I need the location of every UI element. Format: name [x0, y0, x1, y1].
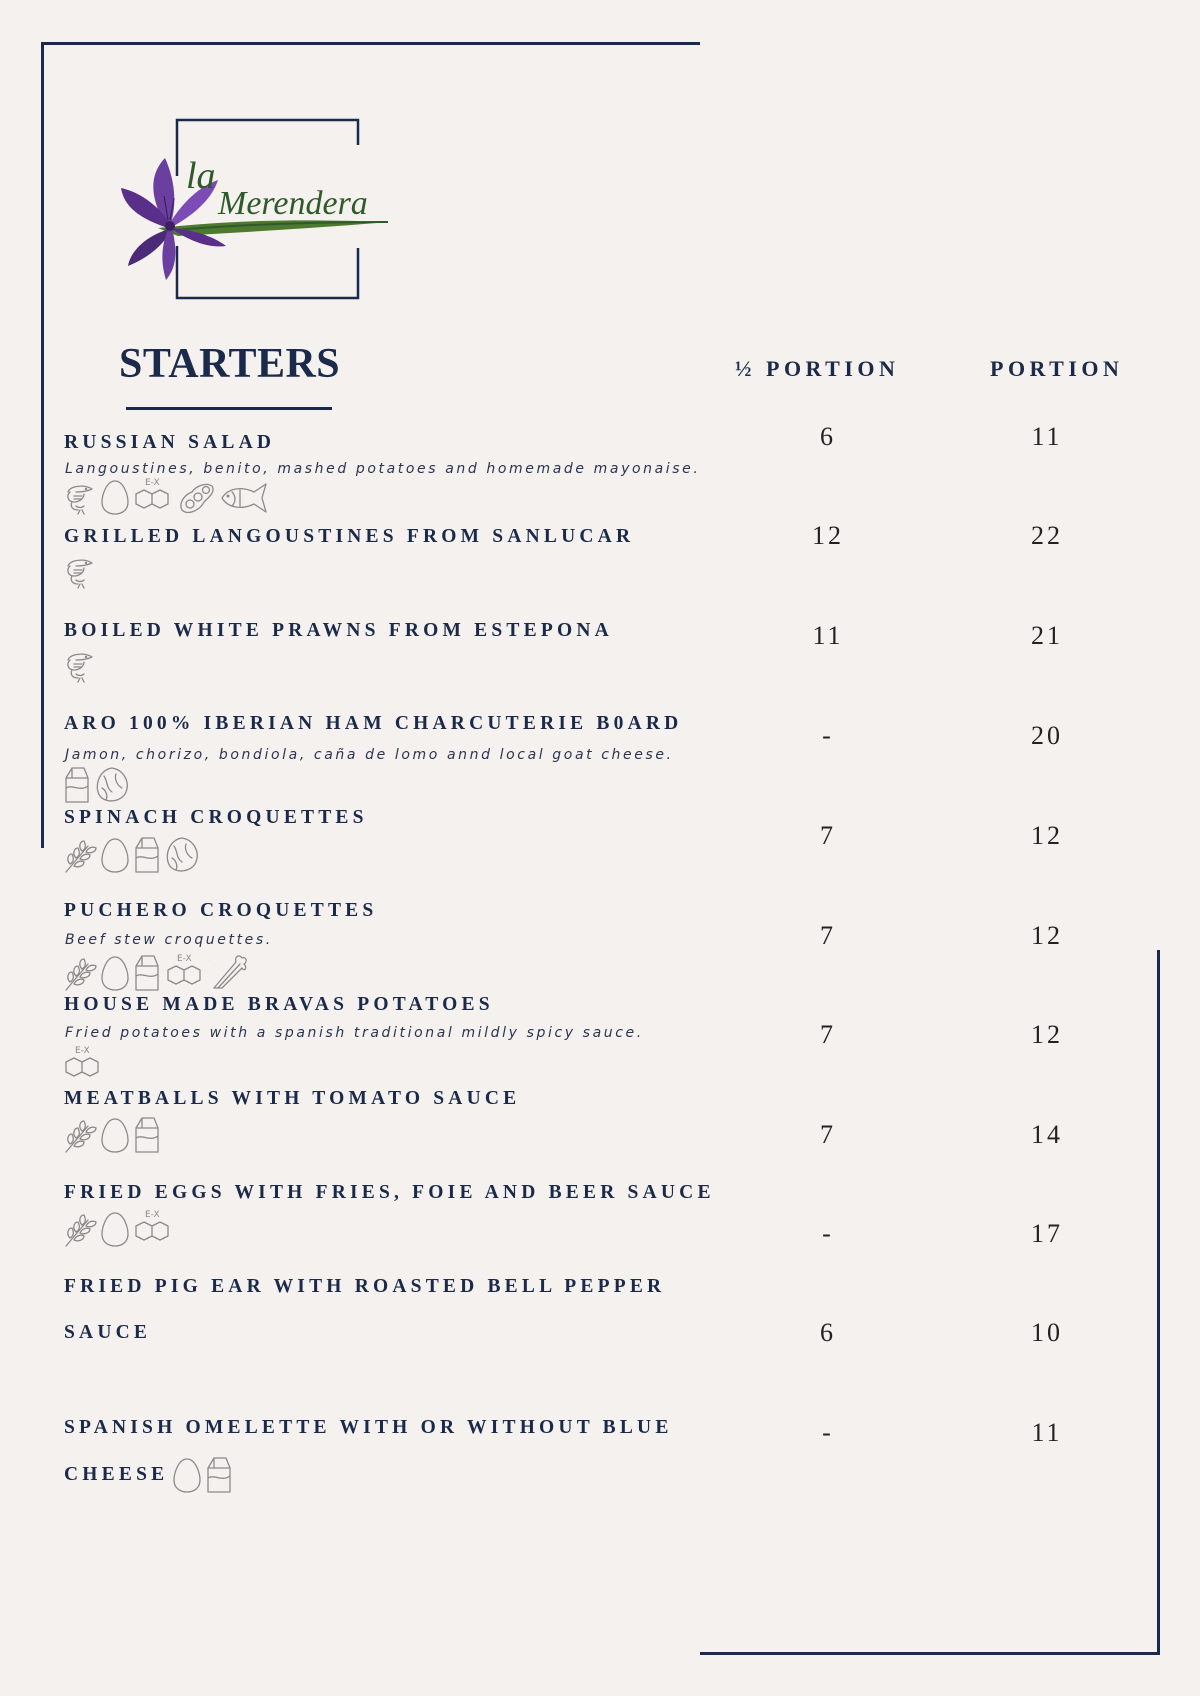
- price-portion: 21: [1031, 621, 1063, 650]
- dish-name: MEATBALLS WITH TOMATO SAUCE: [64, 1088, 521, 1109]
- dish-name: RUSSIAN SALAD: [64, 432, 276, 453]
- svg-text:E-X: E-X: [177, 954, 192, 964]
- milk-icon: [132, 1114, 162, 1154]
- allergen-icons: [172, 1454, 234, 1494]
- allergen-icons: [62, 1114, 162, 1154]
- soy-icon: [178, 480, 216, 516]
- price-half-portion: 6: [820, 422, 836, 451]
- svg-text:E-X: E-X: [75, 1046, 90, 1056]
- egg-icon: [100, 954, 130, 992]
- price-portion: 11: [1031, 1418, 1063, 1447]
- dish-name: HOUSE MADE BRAVAS POTATOES: [64, 994, 494, 1015]
- milk-icon: [204, 1454, 234, 1494]
- dish-name-continued: SAUCE: [64, 1322, 152, 1343]
- brand-name-line2: Merendera: [218, 185, 368, 222]
- brand-name-line1: la: [186, 155, 216, 197]
- price-half-portion: 7: [820, 1120, 836, 1149]
- price-portion: 20: [1031, 721, 1063, 750]
- price-half-portion: 7: [820, 821, 836, 850]
- price-portion: 12: [1031, 921, 1063, 950]
- shrimp-icon: [62, 648, 98, 684]
- price-portion: 22: [1031, 521, 1063, 550]
- allergen-icons: [62, 952, 250, 992]
- column-header-portion: PORTION: [990, 356, 1124, 381]
- dish-name: SPANISH OMELETTE WITH OR WITHOUT BLUE: [64, 1417, 673, 1438]
- dish-name-continued: CHEESE: [64, 1464, 169, 1485]
- dish-description: Beef stew croquettes.: [65, 932, 273, 948]
- nuts-icon: [94, 766, 130, 804]
- milk-icon: [132, 952, 162, 992]
- egg-icon: [172, 1456, 202, 1494]
- dish-name: SPINACH CROQUETTES: [64, 807, 368, 828]
- egg-icon: [100, 1210, 130, 1248]
- brand-logo: [118, 118, 398, 303]
- allergen-icons: [62, 644, 98, 684]
- gluten-icon: [62, 1210, 98, 1248]
- frame-bottom-line: [700, 1652, 1160, 1655]
- price-half-portion: 7: [820, 1020, 836, 1049]
- allergen-icons: [62, 834, 200, 874]
- price-half-portion: 11: [812, 621, 844, 650]
- gluten-icon: [62, 1116, 98, 1154]
- svg-text:E-X: E-X: [145, 478, 160, 488]
- sulphites-icon: [164, 952, 208, 992]
- price-portion: 17: [1031, 1219, 1063, 1248]
- milk-icon: [132, 834, 162, 874]
- fish-icon: [218, 480, 270, 516]
- egg-icon: [100, 836, 130, 874]
- gluten-icon: [62, 954, 98, 992]
- price-half-portion: -: [822, 1219, 834, 1248]
- dish-name: FRIED PIG EAR WITH ROASTED BELL PEPPER: [64, 1276, 666, 1297]
- sulphites-icon: [62, 1044, 106, 1084]
- dish-name: ARO 100% IBERIAN HAM CHARCUTERIE B0ARD: [64, 713, 683, 734]
- price-portion: 14: [1031, 1120, 1063, 1149]
- price-half-portion: 7: [820, 921, 836, 950]
- dish-name: GRILLED LANGOUSTINES FROM SANLUCAR: [64, 526, 635, 547]
- svg-text:E-X: E-X: [145, 1210, 160, 1220]
- price-half-portion: -: [822, 1418, 834, 1447]
- allergen-icons: [62, 550, 98, 590]
- celery-icon: [210, 952, 250, 992]
- frame-right-line: [1157, 950, 1160, 1655]
- dish-name: BOILED WHITE PRAWNS FROM ESTEPONA: [64, 620, 613, 641]
- dish-description: Jamon, chorizo, bondiola, caña de lomo annd local goat cheese.: [65, 747, 674, 763]
- shrimp-icon: [62, 554, 98, 590]
- price-half-portion: 12: [812, 521, 844, 550]
- allergen-icons: [62, 1208, 176, 1248]
- section-title: STARTERS: [119, 341, 341, 387]
- dish-name: FRIED EGGS WITH FRIES, FOIE AND BEER SAUCE: [64, 1182, 715, 1203]
- sulphites-icon: [132, 476, 176, 516]
- frame-left-line: [41, 42, 44, 848]
- allergen-icons: [62, 764, 130, 804]
- shrimp-icon: [62, 480, 98, 516]
- section-title-underline: [126, 407, 332, 410]
- milk-icon: [62, 764, 92, 804]
- sulphites-icon: [132, 1208, 176, 1248]
- nuts-icon: [164, 836, 200, 874]
- allergen-icons: [62, 1044, 106, 1084]
- price-portion: 12: [1031, 821, 1063, 850]
- allergen-icons: [62, 476, 270, 516]
- dish-name: PUCHERO CROQUETTES: [64, 900, 378, 921]
- column-header-half-portion: ½ PORTION: [735, 356, 900, 381]
- frame-top-line: [42, 42, 700, 45]
- price-half-portion: 6: [820, 1318, 836, 1347]
- price-half-portion: -: [822, 721, 834, 750]
- egg-icon: [100, 478, 130, 516]
- price-portion: 10: [1031, 1318, 1063, 1347]
- price-portion: 11: [1031, 422, 1063, 451]
- price-portion: 12: [1031, 1020, 1063, 1049]
- gluten-icon: [62, 836, 98, 874]
- dish-description: Langoustines, benito, mashed potatoes and homemade mayonaise.: [65, 461, 701, 477]
- egg-icon: [100, 1116, 130, 1154]
- dish-description: Fried potatoes with a spanish traditional mildly spicy sauce.: [65, 1025, 644, 1041]
- svg-text:.: .: [213, 954, 216, 964]
